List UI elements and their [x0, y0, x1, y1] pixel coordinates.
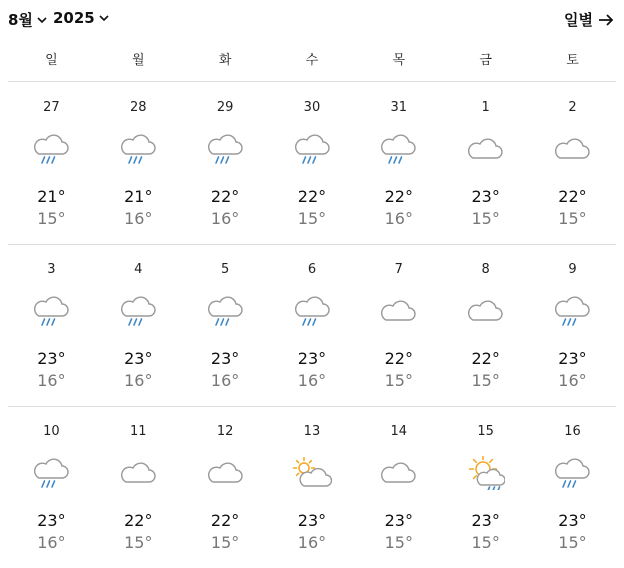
high-temperature: 22°: [210, 187, 240, 206]
low-temperature: 15°: [558, 209, 587, 228]
high-temperature: 23°: [558, 511, 587, 530]
rain-cloud-icon: [118, 132, 158, 166]
low-temperature: 16°: [124, 209, 153, 228]
day-date: 30: [303, 100, 321, 115]
month-label: 8월: [8, 11, 33, 29]
year-selector[interactable]: [53, 9, 110, 27]
day-date: 15: [477, 424, 494, 439]
high-temperature: 22°: [384, 187, 413, 206]
cloud-icon: [205, 456, 245, 490]
low-temperature: 16°: [37, 371, 66, 390]
low-temperature: 15°: [37, 209, 66, 228]
rain-cloud-icon: [31, 132, 71, 166]
weekday-mon: 월: [131, 53, 145, 68]
sun-cloud-rain-icon: [465, 456, 505, 490]
low-temperature: 15°: [471, 533, 500, 552]
day-cell[interactable]: [355, 82, 442, 244]
high-temperature: 23°: [210, 349, 240, 368]
chevron-down-icon: [36, 14, 48, 26]
calendar-week-row: [8, 244, 616, 407]
calendar-header: [0, 0, 624, 40]
year-label: 2025: [53, 9, 95, 27]
day-date: 9: [568, 262, 577, 277]
day-cell[interactable]: [269, 82, 356, 244]
day-cell[interactable]: [529, 406, 616, 568]
high-temperature: 23°: [558, 349, 587, 368]
high-temperature: 23°: [384, 511, 413, 530]
day-date: 6: [307, 262, 317, 277]
low-temperature: 15°: [297, 209, 327, 228]
day-cell[interactable]: [355, 244, 442, 406]
day-cell[interactable]: [8, 244, 95, 406]
low-temperature: 16°: [124, 371, 153, 390]
high-temperature: 23°: [471, 511, 500, 530]
high-temperature: 23°: [471, 187, 500, 206]
day-cell[interactable]: [442, 82, 529, 244]
day-cell[interactable]: [269, 406, 356, 568]
rain-cloud-icon: [118, 294, 158, 328]
low-temperature: 15°: [384, 371, 413, 390]
high-temperature: 21°: [124, 187, 153, 206]
rain-cloud-icon: [292, 294, 332, 328]
day-date: 11: [129, 424, 147, 439]
day-cell[interactable]: [8, 406, 95, 568]
day-date: 7: [394, 262, 403, 277]
day-date: 2: [568, 100, 577, 115]
day-date: 31: [390, 100, 408, 115]
day-date: 13: [303, 424, 321, 439]
high-temperature: 21°: [37, 187, 66, 206]
high-temperature: 22°: [384, 349, 413, 368]
low-temperature: 16°: [297, 533, 327, 552]
rain-cloud-icon: [31, 456, 71, 490]
day-date: 14: [390, 424, 408, 439]
day-cell[interactable]: [182, 406, 269, 568]
low-temperature: 16°: [384, 209, 413, 228]
calendar-week-row: [8, 406, 616, 568]
weekday-sun: 일: [45, 53, 58, 68]
low-temperature: 16°: [37, 533, 66, 552]
day-cell[interactable]: [182, 244, 269, 406]
high-temperature: 22°: [471, 349, 500, 368]
cloud-icon: [118, 456, 158, 490]
low-temperature: 15°: [558, 533, 587, 552]
day-cell[interactable]: [182, 82, 269, 244]
day-cell[interactable]: [95, 406, 182, 568]
cloud-icon: [552, 132, 592, 166]
day-date: 1: [481, 100, 490, 115]
weekday-wed: 수: [305, 53, 319, 68]
low-temperature: 15°: [384, 533, 413, 552]
rain-cloud-icon: [292, 132, 332, 166]
high-temperature: 23°: [297, 349, 327, 368]
low-temperature: 15°: [471, 371, 500, 390]
day-cell[interactable]: [269, 244, 356, 406]
day-date: 29: [216, 100, 234, 115]
arrow-right-icon: [598, 13, 614, 27]
low-temperature: 15°: [210, 533, 240, 552]
rain-cloud-icon: [378, 132, 418, 166]
cloud-icon: [465, 294, 505, 328]
low-temperature: 16°: [210, 209, 240, 228]
day-date: 10: [43, 424, 60, 439]
cloud-icon: [378, 456, 418, 490]
day-cell[interactable]: [95, 244, 182, 406]
cloud-icon: [465, 132, 505, 166]
day-cell[interactable]: [355, 406, 442, 568]
day-cell[interactable]: [442, 406, 529, 568]
day-date: 16: [564, 424, 581, 439]
low-temperature: 15°: [471, 209, 500, 228]
weekday-sat: 토: [566, 53, 579, 68]
weekday-fri: 금: [479, 53, 492, 68]
low-temperature: 16°: [558, 371, 587, 390]
day-cell[interactable]: [442, 244, 529, 406]
rain-cloud-icon: [552, 294, 592, 328]
low-temperature: 16°: [210, 371, 240, 390]
high-temperature: 22°: [124, 511, 153, 530]
rain-cloud-icon: [205, 132, 245, 166]
calendar-week-row: [8, 82, 616, 245]
high-temperature: 22°: [297, 187, 327, 206]
day-date: 28: [129, 100, 147, 115]
rain-cloud-icon: [552, 456, 592, 490]
daily-view-link[interactable]: [564, 9, 614, 30]
day-date: 27: [43, 100, 60, 115]
high-temperature: 23°: [37, 511, 66, 530]
rain-cloud-icon: [205, 294, 245, 328]
high-temperature: 22°: [210, 511, 240, 530]
rain-cloud-icon: [31, 294, 71, 328]
weekday-tue: 화: [218, 53, 232, 68]
day-date: 5: [220, 262, 230, 277]
day-date: 12: [216, 424, 234, 439]
low-temperature: 15°: [124, 533, 153, 552]
high-temperature: 22°: [558, 187, 587, 206]
day-cell[interactable]: [95, 82, 182, 244]
day-cell[interactable]: [529, 244, 616, 406]
weekday-header-row: [8, 41, 616, 82]
day-date: 8: [481, 262, 490, 277]
day-date: 4: [134, 262, 143, 277]
month-selector[interactable]: [8, 9, 48, 30]
high-temperature: 23°: [297, 511, 327, 530]
daily-view-label: 일별: [564, 11, 593, 29]
high-temperature: 23°: [124, 349, 153, 368]
partly-cloudy-icon: [292, 456, 332, 490]
chevron-down-icon: [98, 12, 110, 24]
weekday-thu: 목: [392, 53, 406, 68]
day-cell[interactable]: [8, 82, 95, 244]
high-temperature: 23°: [37, 349, 66, 368]
cloud-icon: [378, 294, 418, 328]
day-date: 3: [47, 262, 56, 277]
day-cell[interactable]: [529, 82, 616, 244]
low-temperature: 16°: [297, 371, 327, 390]
